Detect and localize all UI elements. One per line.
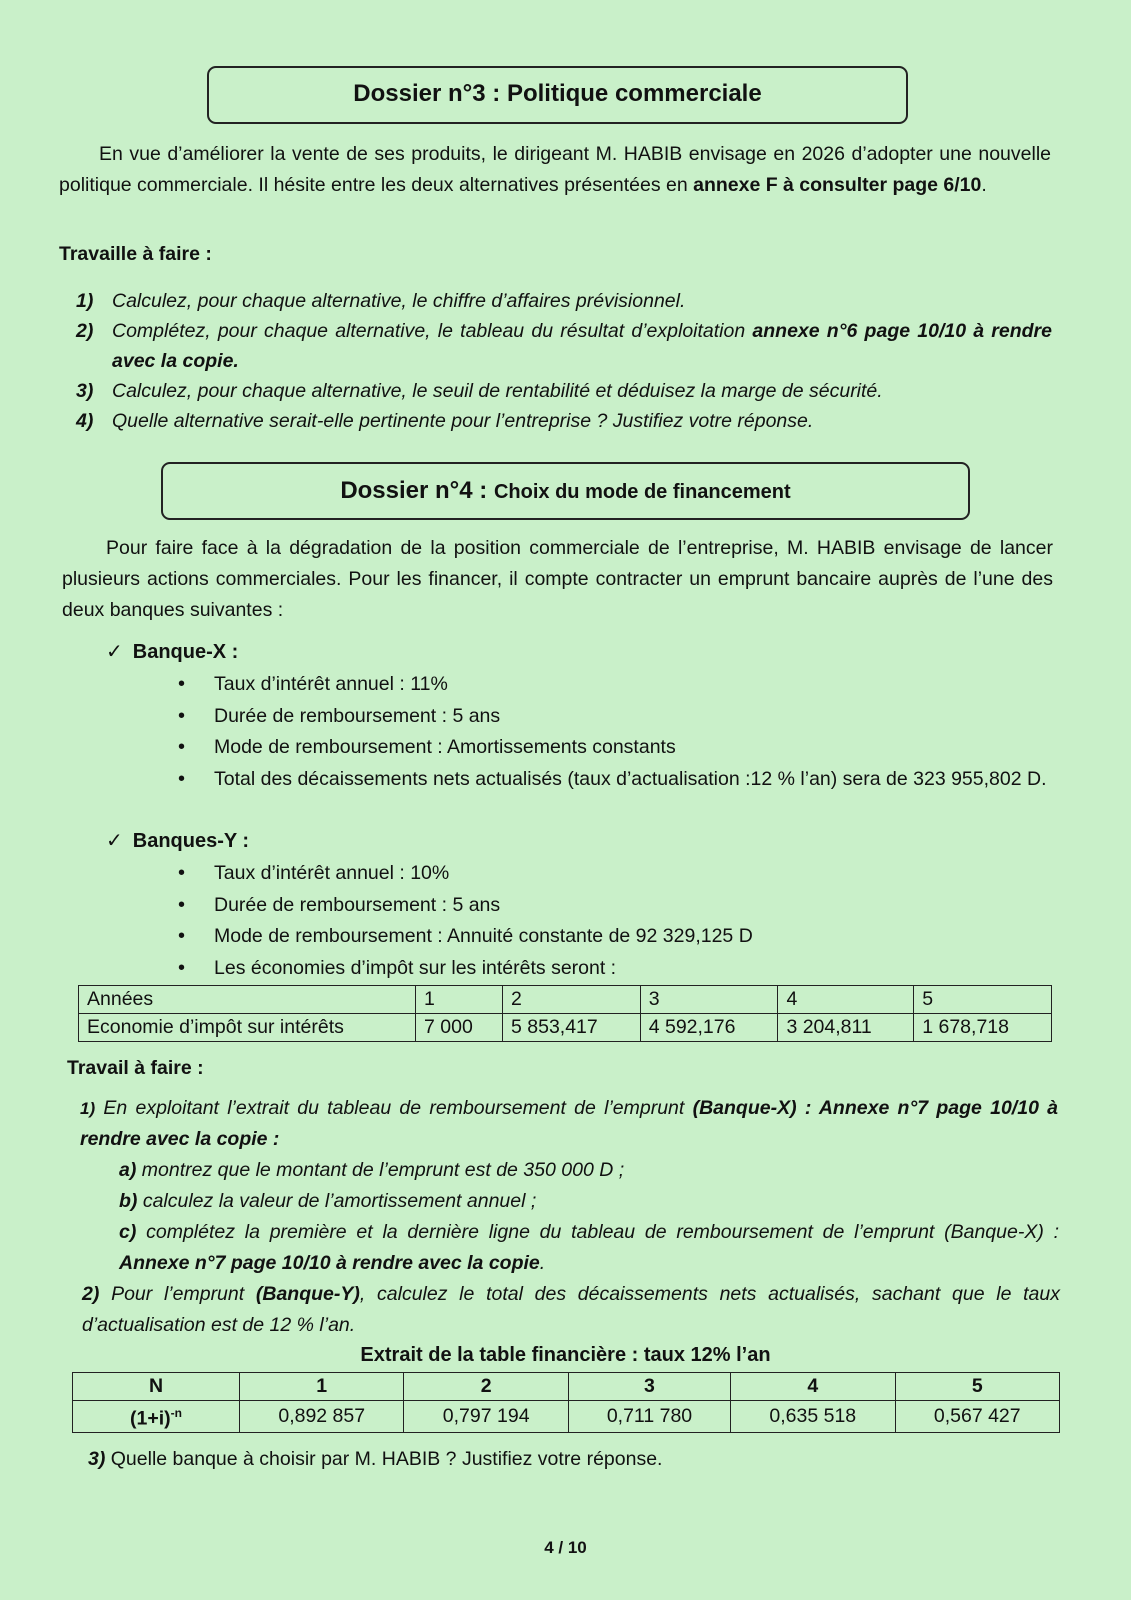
financial-table-caption: Extrait de la table financière : taux 12% l’an: [360, 1344, 771, 1366]
question-1b: b) calculez la valeur de l’amortissement annuel ;: [119, 1190, 537, 1212]
table-row: [79, 1014, 1052, 1042]
tax-savings-table: [78, 985, 1052, 1042]
list-item: • Les économies d’impôt sur les intérêts seront :: [178, 953, 1058, 985]
table-cell: 1 678,718: [914, 1014, 1052, 1042]
question-item: 3) Calculez, pour chaque alternative, le seuil de rentabilité et déduisez la marge de sécurité.: [76, 380, 883, 402]
list-item: • Mode de remboursement : Annuité constante de 92 329,125 D: [178, 921, 1058, 953]
table-cell: 5: [895, 1373, 1059, 1401]
bank-x-heading: ✓ Banque-X :: [106, 641, 239, 663]
table-cell: $(1+i)^{-n}$: [73, 1401, 240, 1433]
table-cell: 1: [416, 986, 503, 1014]
financial-table: [72, 1372, 1060, 1433]
dossier3-intro: En vue d’améliorer la vente de ses produits, le dirigeant M. HABIB envisage en 2026 d’adopter une nouvelle politique commerciale. Il hésite entre les deux alternatives présentées en annexe F à consulter page 6/10.: [59, 143, 1051, 196]
table-cell: 0,635 518: [731, 1401, 895, 1433]
table-cell: 0,567 427: [895, 1401, 1059, 1433]
table-row: [79, 986, 1052, 1014]
dossier4-intro: Pour faire face à la dégradation de la position commerciale de l’entreprise, M. HABIB envisage de lancer plusieurs actions commerciales. Pour les financer, il compte contracter un emprunt bancaire auprès de l’une des deux banques suivantes :: [62, 537, 1053, 621]
dossier3-task-heading: Travaille à faire :: [59, 243, 212, 265]
table-cell: N: [73, 1373, 240, 1401]
dossier4-task-heading: Travail à faire :: [67, 1057, 204, 1079]
checkmark-icon: ✓: [106, 641, 123, 663]
table-cell: 4 592,176: [640, 1014, 778, 1042]
table-cell: 7 000: [416, 1014, 503, 1042]
question-item: 2) Complétez, pour chaque alternative, le tableau du résultat d’exploitation annexe n°6 page 10/10 à rendre avec la copie.: [76, 320, 1052, 372]
table-cell: 3 204,811: [778, 1014, 914, 1042]
dossier4-question-2: 2) Pour l’emprunt (Banque-Y), calculez le total des décaissements nets actualisés, sachant que le taux d’actualisation est de 12 % l’an.: [82, 1283, 1060, 1336]
table-cell: 3: [640, 986, 778, 1014]
table-cell: 2: [404, 1373, 568, 1401]
table-cell: 0,711 780: [568, 1401, 730, 1433]
table-cell: 4: [731, 1373, 895, 1401]
question-1c: c) complétez la première et la dernière ligne du tableau de remboursement de l’emprunt (Banque-X) : Annexe n°7 page 10/10 à rendre avec la copie.: [119, 1221, 1060, 1274]
list-item: • Durée de remboursement : 5 ans: [178, 701, 1058, 733]
dossier4-question-1: 1) En exploitant l’extrait du tableau de remboursement de l’emprunt (Banque-X) : Annexe n°7 page 10/10 à rendre avec la copie :: [80, 1097, 1059, 1150]
checkmark-icon: ✓: [106, 830, 123, 852]
table-cell: 3: [568, 1373, 730, 1401]
table-cell: 1: [240, 1373, 404, 1401]
bank-y-list: [178, 858, 1058, 984]
question-1a: a) montrez que le montant de l’emprunt est de 350 000 D ;: [119, 1159, 625, 1181]
bank-x-list: [178, 669, 1058, 795]
list-item: • Taux d’intérêt annuel : 11%: [178, 669, 1058, 701]
table-cell: 0,797 194: [404, 1401, 568, 1433]
table-cell: Années: [79, 986, 416, 1014]
table-cell: 0,892 857: [240, 1401, 404, 1433]
list-item: • Total des décaissements nets actualisés (taux d’actualisation :12 % l’an) sera de 323 955,802 D.: [178, 764, 1058, 796]
table-cell: 5 853,417: [503, 1014, 641, 1042]
table-cell: 5: [914, 986, 1052, 1014]
bank-y-heading: ✓ Banques-Y :: [106, 830, 250, 852]
question-item: 4) Quelle alternative serait-elle pertinente pour l’entreprise ? Justifiez votre réponse.: [76, 410, 814, 432]
list-item: • Mode de remboursement : Amortissements constants: [178, 732, 1058, 764]
table-row: [73, 1401, 1060, 1433]
table-cell: Economie d’impôt sur intérêts: [79, 1014, 416, 1042]
dossier4-question-3: 3) Quelle banque à choisir par M. HABIB ? Justifiez votre réponse.: [88, 1448, 663, 1470]
list-item: • Durée de remboursement : 5 ans: [178, 890, 1058, 922]
table-cell: 2: [503, 986, 641, 1014]
dossier3-title: Dossier n°3 : Politique commerciale: [207, 66, 908, 124]
table-cell: 4: [778, 986, 914, 1014]
dossier4-title: Dossier n°4 : Choix du mode de financement: [161, 462, 970, 520]
table-row: [73, 1373, 1060, 1401]
question-item: 1) Calculez, pour chaque alternative, le chiffre d’affaires prévisionnel.: [76, 290, 686, 312]
dossier3-questions: [76, 286, 1052, 436]
page-number: 4 / 10: [544, 1538, 587, 1557]
list-item: • Taux d’intérêt annuel : 10%: [178, 858, 1058, 890]
